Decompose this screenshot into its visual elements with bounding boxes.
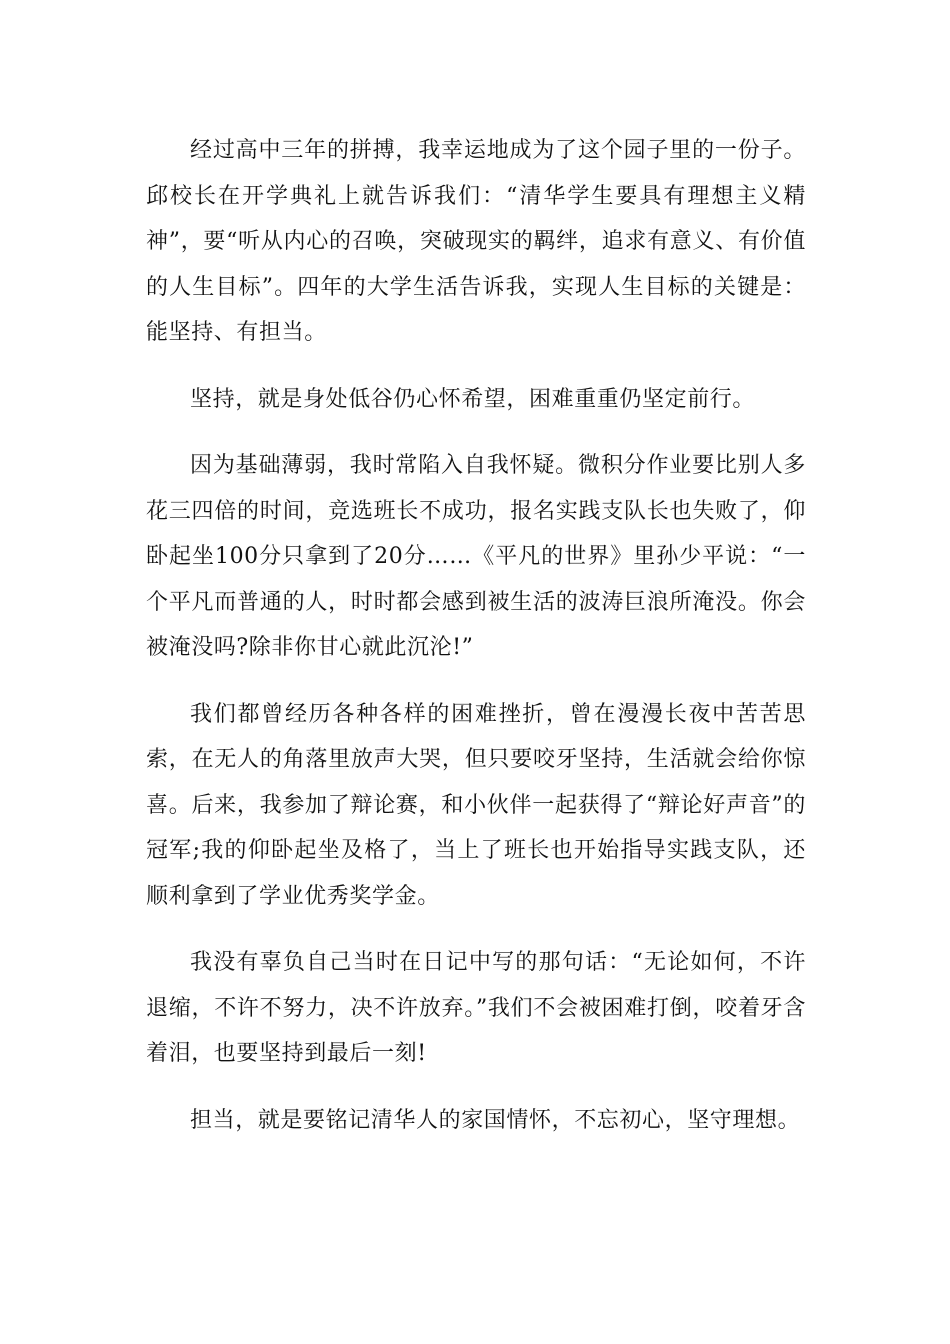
paragraph-responsibility-definition: 担当，就是要铭记清华人的家国情怀，不忘初心，坚守理想。 xyxy=(190,1107,801,1133)
paragraph-difficulties: 我们都曾经历各种各样的困难挫折，曾在漫漫长夜中苦苦思索，在无人的角落里放声大哭，但只要咬牙坚持，生活就会给你惊喜。后来，我参加了辩论赛，和小伙伴一起获得了“辩论好声音”的冠军;我的仰卧起坐及格了，当上了班长也开始指导实践支队，还顺利拿到了学业优秀奖学金。 xyxy=(146,701,806,909)
paragraph-self-doubt: 因为基础薄弱，我时常陷入自我怀疑。微积分作业要比别人多花三四倍的时间，竞选班长不成功，报名实践支队长也失败了，仰卧起坐100分只拿到了20分……《平凡的世界》里孙少平说：“一个平凡而普通的人，时时都会感到被生活的波涛巨浪所淹没。你会被淹没吗?除非你甘心就此沉沦!” xyxy=(146,453,806,660)
paragraph-intro: 经过高中三年的拼搏，我幸运地成为了这个园子里的一份子。邱校长在开学典礼上就告诉我们：“清华学生要具有理想主义精神”，要“听从内心的召唤，突破现实的羁绊，追求有意义、有价值的人生目标”。四年的大学生活告诉我，实现人生目标的关键是：能坚持、有担当。 xyxy=(146,138,806,345)
paragraph-diary-quote: 我没有辜负自己当时在日记中写的那句话：“无论如何，不许退缩，不许不努力，决不许放弃。”我们不会被困难打倒，咬着牙含着泪，也要坚持到最后一刻! xyxy=(146,950,806,1066)
paragraph-persistence-definition: 坚持，就是身处低谷仍心怀希望，困难重重仍坚定前行。 xyxy=(190,386,756,412)
document-body xyxy=(146,128,806,1164)
